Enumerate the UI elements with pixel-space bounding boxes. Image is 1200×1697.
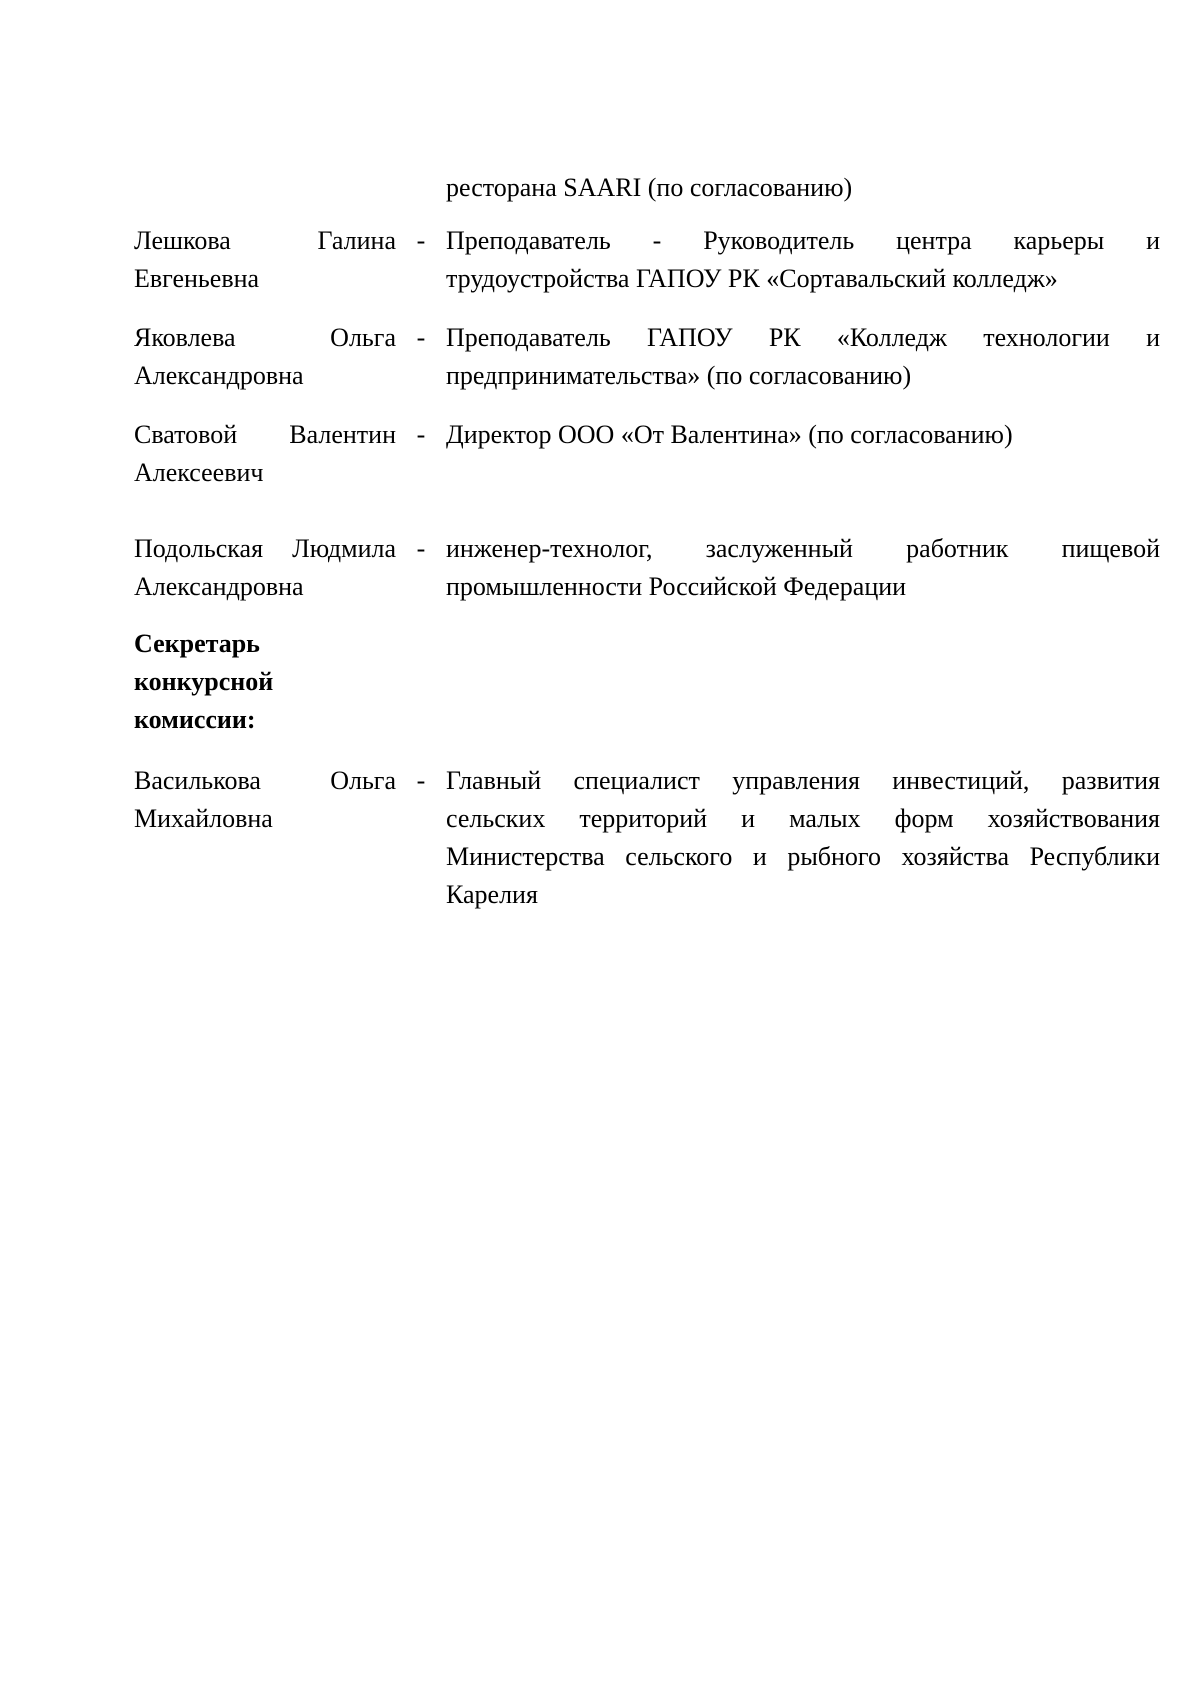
member-role: Директор ООО «От Валентина» (по согласованию) <box>446 420 1013 449</box>
commission-member-list <box>134 169 1160 935</box>
secretary-role: Главный специалист управления инвестиций, развития сельских территорий и малых форм хозяйствования Министерства сельского и рыбного хозяйства Республики Карелия <box>446 766 1160 909</box>
member-role: Преподаватель - Руководитель центра карьеры и трудоустройства ГАПОУ РК «Сортавальский колледж» <box>446 226 1160 293</box>
member-name: Лешкова Галина Евгеньевна <box>134 226 396 293</box>
member-name: Подольская Людмила Александровна <box>134 534 396 601</box>
member-row-leshkova <box>134 222 1160 298</box>
member-dash: - <box>416 534 426 563</box>
member-dash: - <box>416 420 426 449</box>
member-role: инженер-технолог, заслуженный работник пищевой промышленности Российской Федерации <box>446 534 1160 601</box>
member-row-podolskaya <box>134 530 1160 606</box>
member-name: Яковлева Ольга Александровна <box>134 323 396 390</box>
member-role: Преподаватель ГАПОУ РК «Колледж технологии и предпринимательства» (по согласованию) <box>446 323 1160 390</box>
previous-entry-continuation: ресторана SAARI (по согласованию) <box>446 173 853 202</box>
secretary-heading: Секретарь конкурсной комиссии: <box>134 629 274 734</box>
secretary-dash: - <box>416 766 426 795</box>
member-dash: - <box>416 226 426 255</box>
member-row-yakovleva <box>134 319 1160 395</box>
member-row-svatovoy <box>134 416 1160 492</box>
member-dash: - <box>416 323 426 352</box>
secretary-name: Василькова Ольга Михайловна <box>134 766 396 833</box>
member-name: Сватовой Валентин Алексеевич <box>134 420 396 487</box>
secretary-row <box>134 762 1160 914</box>
